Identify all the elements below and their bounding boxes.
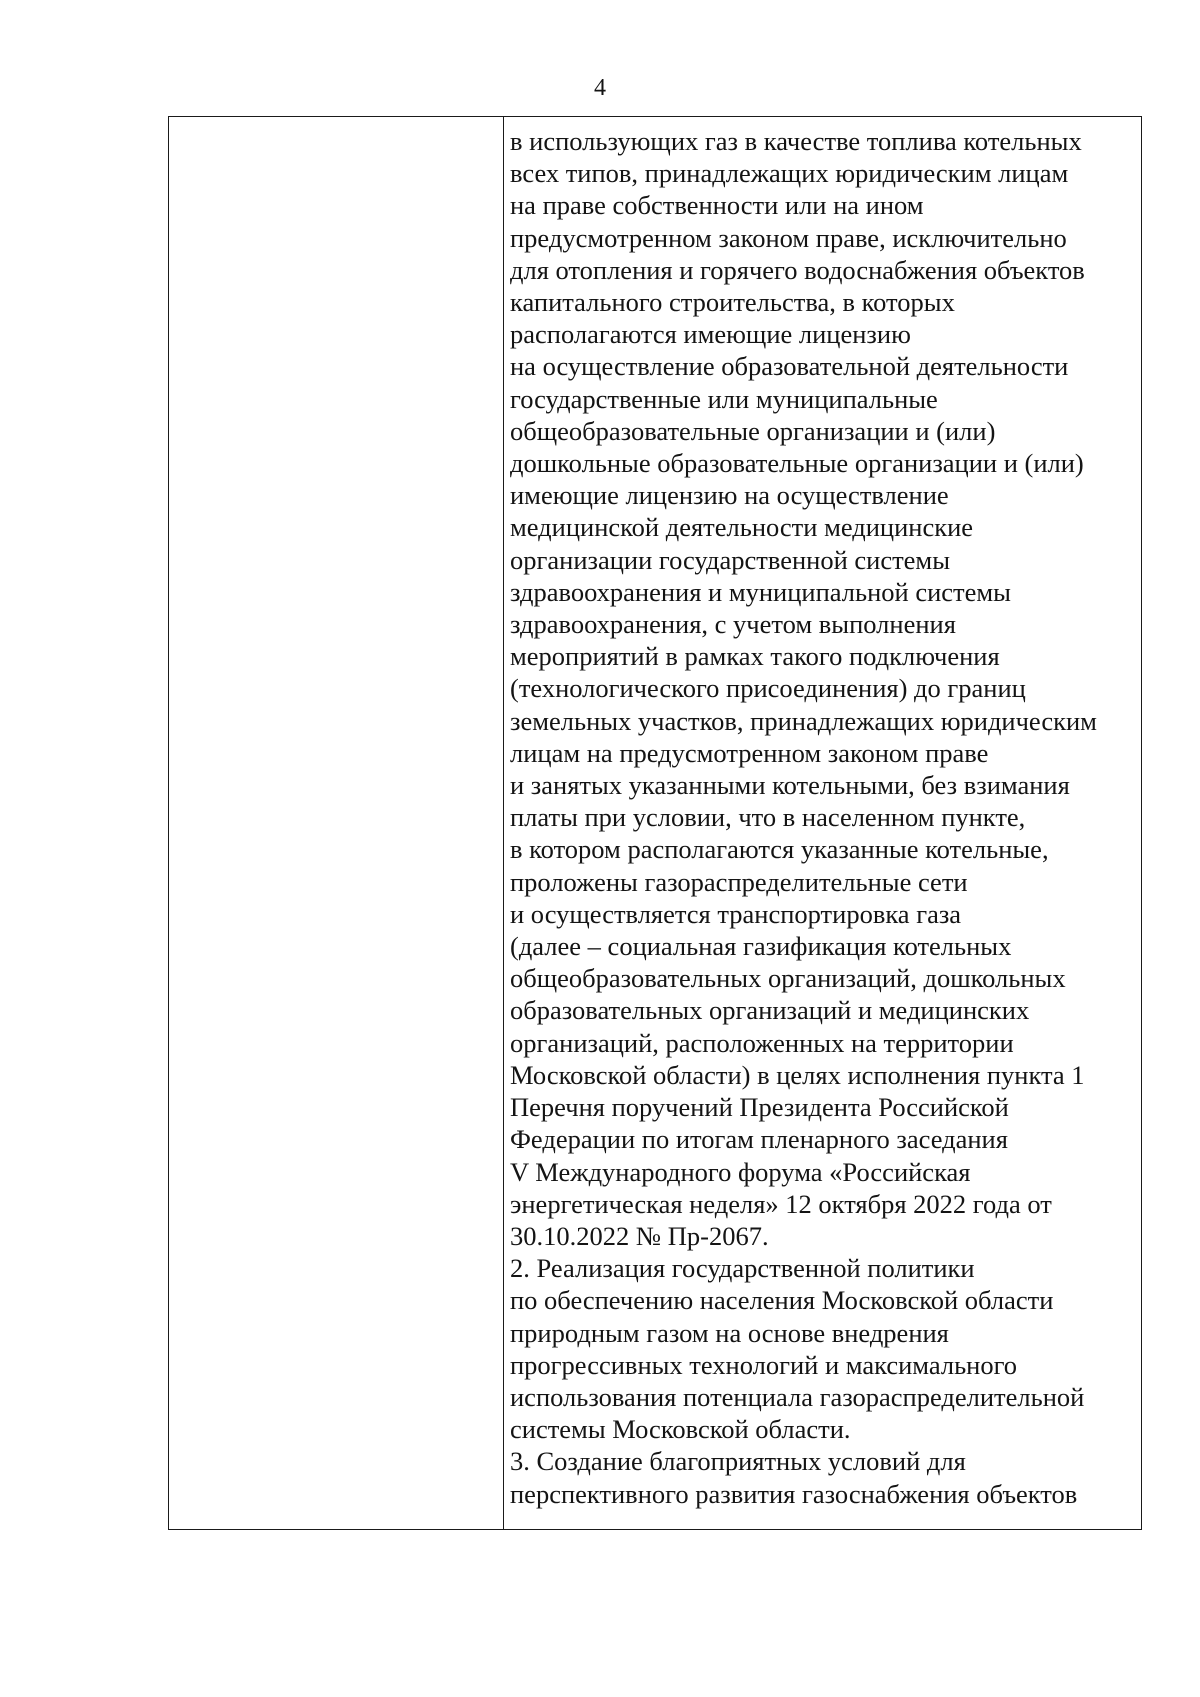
text-line: всех типов, принадлежащих юридическим лицам	[510, 158, 1069, 189]
text-line: в котором располагаются указанные котельные,	[510, 834, 1049, 865]
text-line: на праве собственности или на ином	[510, 190, 924, 221]
text-line: энергетическая неделя» 12 октября 2022 года от	[510, 1188, 1052, 1219]
text-line: здравоохранения и муниципальной системы	[510, 576, 1011, 607]
text-line: капитального строительства, в которых	[510, 287, 955, 318]
text-line: и занятых указанными котельными, без взимания	[510, 770, 1070, 801]
text-line: на осуществление образовательной деятельности	[510, 351, 1069, 382]
text-line: использования потенциала газораспределительной	[510, 1381, 1085, 1412]
text-line: по обеспечению населения Московской области	[510, 1285, 1054, 1316]
text-line: платы при условии, что в населенном пункте,	[510, 802, 1026, 833]
table-cell-right	[504, 117, 1141, 1529]
text-line: Московской области) в целях исполнения пункта 1	[510, 1059, 1085, 1090]
page-number: 4	[594, 75, 606, 101]
table-cell-left	[169, 117, 504, 1529]
text-line: Перечня поручений Президента Российской	[510, 1092, 1009, 1123]
text-line: здравоохранения, с учетом выполнения	[510, 609, 956, 640]
text-line: имеющие лицензию на осуществление	[510, 480, 949, 511]
text-line: (далее – социальная газификация котельных	[510, 931, 1012, 962]
text-line: природным газом на основе внедрения	[510, 1317, 949, 1348]
text-line: проложены газораспределительные сети	[510, 866, 968, 897]
text-line: государственные или муниципальные	[510, 383, 938, 414]
document-table	[168, 116, 1142, 1530]
text-line: в использующих газ в качестве топлива котельных	[510, 126, 1082, 156]
text-line: организации государственной системы	[510, 544, 951, 575]
text-line: располагаются имеющие лицензию	[510, 319, 911, 350]
text-line: образовательных организаций и медицинских	[510, 995, 1030, 1026]
text-line: 2. Реализация государственной политики	[510, 1253, 975, 1284]
text-line: мероприятий в рамках такого подключения	[510, 641, 1000, 672]
text-line: общеобразовательные организации и (или)	[510, 415, 996, 446]
text-line: земельных участков, принадлежащих юридическим	[510, 705, 1097, 736]
text-line: V Международного форума «Российская	[510, 1156, 971, 1187]
text-line: медицинской деятельности медицинские	[510, 512, 974, 543]
text-line: системы Московской области.	[510, 1414, 851, 1445]
text-line: и осуществляется транспортировка газа	[510, 898, 962, 929]
text-line: перспективного развития газоснабжения объектов	[510, 1478, 1078, 1509]
text-line: общеобразовательных организаций, дошкольных	[510, 963, 1066, 994]
text-line: организаций, расположенных на территории	[510, 1027, 1014, 1058]
text-line: дошкольные образовательные организации и (или)	[510, 448, 1084, 479]
text-line: лицам на предусмотренном законом праве	[510, 737, 989, 768]
text-line: прогрессивных технологий и максимального	[510, 1349, 1018, 1380]
text-line: предусмотренном законом праве, исключительно	[510, 222, 1067, 253]
text-line: для отопления и горячего водоснабжения объектов	[510, 254, 1085, 285]
text-line: (технологического присоединения) до границ	[510, 673, 1026, 704]
text-line: 30.10.2022 № Пр-2067.	[510, 1220, 769, 1251]
text-line: 3. Создание благоприятных условий для	[510, 1446, 966, 1477]
text-line: Федерации по итогам пленарного заседания	[510, 1124, 1008, 1155]
